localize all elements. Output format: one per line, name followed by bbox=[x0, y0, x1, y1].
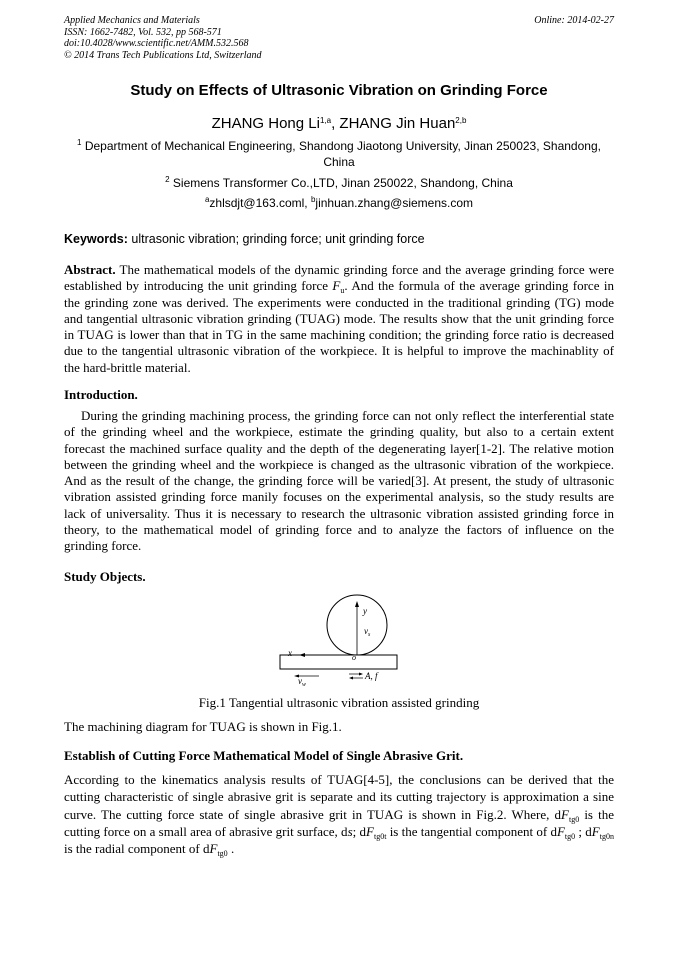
label-y: y bbox=[363, 606, 367, 616]
establish-heading: Establish of Cutting Force Mathematical Model of Single Abrasive Grit. bbox=[64, 748, 464, 763]
affiliation-1-number: 1 bbox=[77, 138, 82, 147]
establish-text-7: . bbox=[227, 841, 235, 857]
establish-text-1: According to the kinematics analysis results of TUAG[4-5], the conclusions can be derived that the cutting characteristic of single abrasive grit is separate and its cutting trajectory is approximation a sine curve. The cutting force state of single abrasive grit in TUAG is shown in Fig.2. Where, d bbox=[64, 772, 614, 822]
establish-F1: F bbox=[561, 806, 569, 822]
workpiece bbox=[280, 655, 397, 669]
journal-name: Applied Mechanics and Materials bbox=[64, 15, 200, 26]
label-vs-main: v bbox=[364, 626, 368, 636]
establish-F3-sub: tg0 bbox=[564, 831, 576, 841]
establish-F5: F bbox=[209, 841, 218, 857]
study-objects-heading: Study Objects. bbox=[64, 569, 146, 584]
author-2: ZHANG Jin Huan bbox=[339, 115, 456, 132]
online-date: Online: 2014-02-27 bbox=[534, 15, 614, 26]
label-x: x bbox=[288, 648, 292, 658]
label-o: o bbox=[352, 653, 356, 662]
author-separator: , bbox=[331, 115, 340, 132]
establish-F4: F bbox=[591, 823, 600, 839]
figure-1-diagram bbox=[275, 590, 405, 690]
y-axis-arrow bbox=[355, 601, 359, 607]
x-axis-arrow bbox=[299, 653, 305, 657]
label-vw bbox=[298, 676, 306, 688]
keywords bbox=[64, 232, 425, 246]
affiliation-1-text: Department of Mechanical Engineering, Shandong Jiaotong University, Jinan 250023, Shandong, China bbox=[84, 139, 601, 169]
affiliation-1 bbox=[64, 138, 614, 170]
author-2-sup: 2,b bbox=[455, 116, 467, 125]
journal-header bbox=[64, 15, 262, 61]
paper-title: Study on Effects of Ultrasonic Vibration on Grinding Force bbox=[130, 82, 548, 99]
label-vw-main: v bbox=[298, 676, 302, 686]
abstract-text-2: . And the formula of the average grinding force in the grinding zone was derived. The experiments were conducted in the traditional grinding (TG) mode and tangential ultrasonic vibration grinding (TUAG) mode. The results show that the unit grinding force in TUAG is lower than that in TG in the same machining condition; the grinding force ratio is decreased due to the tangential ultrasonic vibration of the workpiece. It is helpful to improve the machinablity of the hard-brittle material. bbox=[64, 278, 614, 375]
label-vs-sub: s bbox=[368, 632, 371, 638]
label-vw-sub: w bbox=[302, 682, 307, 688]
email-a[interactable]: zhlsdjt@163.coml, bbox=[209, 196, 311, 210]
label-af: A, f bbox=[365, 671, 378, 681]
establish-text bbox=[64, 771, 614, 857]
affiliation-2-text: Siemens Transformer Co.,LTD, Jinan 250022, Shandong, China bbox=[172, 176, 513, 190]
author-1-sup: 1,a bbox=[319, 116, 332, 125]
introduction-heading: Introduction. bbox=[64, 387, 138, 402]
affiliation-2 bbox=[64, 175, 614, 191]
copyright-line: © 2014 Trans Tech Publications Ltd, Switzerland bbox=[64, 49, 262, 61]
abstract-text-1: The mathematical models of the dynamic grinding force and the average grinding force were established by introducing the unit grinding force bbox=[64, 262, 614, 294]
abstract bbox=[64, 262, 614, 376]
vibration-arrow-left bbox=[349, 677, 353, 680]
establish-F2: F bbox=[366, 823, 374, 839]
establish-F4-sub: tg0n bbox=[599, 831, 614, 841]
establish-text-2: is the cutting force on a small area of abrasive grit surface, d bbox=[64, 806, 614, 839]
email-b[interactable]: jinhuan.zhang@siemens.com bbox=[315, 196, 474, 210]
author-line bbox=[0, 115, 678, 132]
abstract-var: F bbox=[332, 278, 341, 294]
abstract-label: Abstract. bbox=[64, 262, 116, 277]
establish-text-5: ; d bbox=[575, 823, 592, 839]
establish-F3: F bbox=[556, 823, 565, 839]
establish-F1-sub: tg0 bbox=[568, 814, 580, 824]
abstract-var-sub: u bbox=[340, 286, 345, 296]
establish-s: s bbox=[347, 823, 353, 839]
email-b-sup: b bbox=[310, 195, 316, 204]
email-a-sup: a bbox=[204, 195, 210, 204]
author-1: ZHANG Hong Li bbox=[211, 115, 320, 132]
establish-text-4: is the tangential component of d bbox=[386, 823, 557, 839]
diagram-reference-text: The machining diagram for TUAG is shown in Fig.1. bbox=[64, 719, 342, 734]
doi-line: doi:10.4028/www.scientific.net/AMM.532.568 bbox=[64, 38, 249, 49]
vibration-arrow-right bbox=[359, 673, 363, 676]
label-vs bbox=[364, 626, 371, 638]
issn-line: ISSN: 1662-7482, Vol. 532, pp 568-571 bbox=[64, 26, 222, 38]
introduction-text: During the grinding machining process, the grinding force can not only reflect the interferential state of the grinding wheel and the workpiece, estimate the grinding quality, but also to a certain extent forecast the machined surface quality and the depth of the degenerating layer[1-2]. The relative motion between the grinding wheel and the workpiece is changed as the ultrasonic vibration of the workpiece. And as the result of the change, the grinding force will be varied[3]. At present, the study of ultrasonic vibration assisted grinding force manily focuses on the experimental analysis, so the study results are lack of universality. Thus it is necessary to research the ultrasonic vibration assisted grinding force in theory, to the mathematical model of grinding force and to analyze the factors of influence on the grinding force. bbox=[64, 408, 614, 554]
keywords-text: ultrasonic vibration; grinding force; unit grinding force bbox=[127, 232, 425, 246]
establish-F2-sub: tg0t bbox=[373, 831, 387, 841]
grinding-diagram-svg bbox=[275, 590, 405, 690]
figure-1-caption: Fig.1 Tangential ultrasonic vibration assisted grinding bbox=[198, 695, 480, 710]
establish-F5-sub: tg0 bbox=[217, 849, 228, 859]
establish-text-6: is the radial component of d bbox=[64, 841, 210, 857]
establish-text-3: ; d bbox=[352, 823, 367, 839]
affiliation-2-number: 2 bbox=[165, 175, 170, 184]
keywords-label: Keywords: bbox=[64, 232, 128, 246]
email-line bbox=[64, 195, 614, 211]
